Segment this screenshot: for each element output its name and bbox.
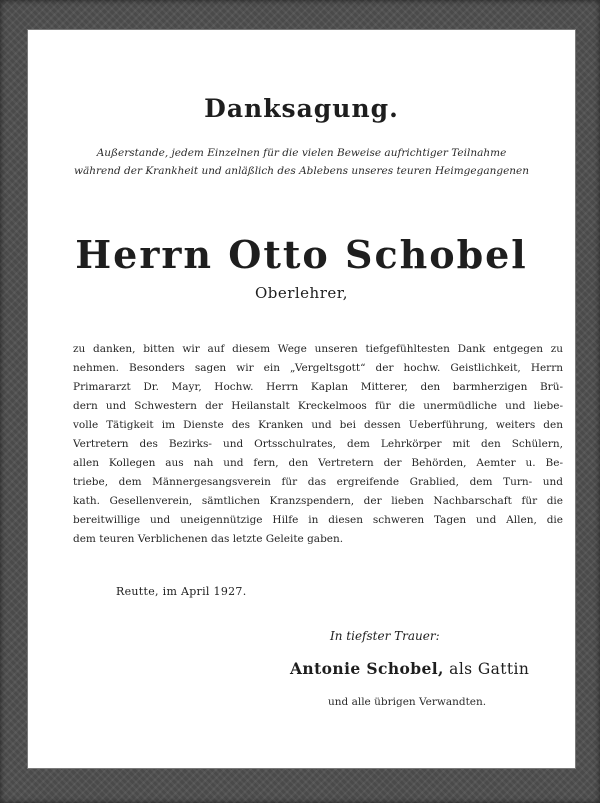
body-line: kath. Gesellenverein, sämtlichen Kranzspendern, der lieben Nachbarschaft für die: [73, 496, 563, 507]
body-line: dem teuren Verblichenen das letzte Geleite gaben.: [73, 534, 344, 545]
body-line: zu danken, bitten wir auf diesem Wege unseren tiefgefühltesten Dank entgegen zu: [73, 344, 563, 355]
body-line: dern und Schwestern der Heilanstalt Kreckelmoos für die unermüdliche und liebe-: [73, 401, 563, 412]
intro-line-1: Außerstande, jedem Einzelnen für die vielen Beweise aufrichtiger Teilnahme: [96, 147, 507, 159]
deceased-name: Herrn Otto Schobel: [75, 232, 528, 277]
body-line: Vertretern des Bezirks- und Ortsschulrates, dem Lehrkörper mit den Schülern,: [73, 439, 563, 450]
body-line: volle Tätigkeit im Dienste des Kranken und bei dessen Ueberführung, weiters den: [73, 420, 563, 431]
body-line: Primararzt Dr. Mayr, Hochw. Herrn Kaplan Mitterer, den barmherzigen Brü-: [73, 382, 563, 393]
body-line: triebe, dem Männergesangsverein für das ergreifende Grablied, dem Turn- und: [73, 477, 563, 488]
deceased-occupation: Oberlehrer,: [254, 284, 349, 302]
relatives-line: und alle übrigen Verwandten.: [328, 696, 487, 708]
body-line: bereitwillige und uneigennützige Hilfe in diesen schweren Tagen und Allen, die: [73, 515, 563, 526]
widow-signature: [290, 661, 529, 678]
mourning-line: In tiefster Trauer:: [330, 629, 440, 643]
date-line: Reutte, im April 1927.: [116, 585, 247, 598]
notice-paper: [28, 30, 575, 768]
body-line: allen Kollegen aus nah und fern, den Vertretern der Behörden, Aemter u. Be-: [73, 458, 563, 469]
widow-name: Antonie Schobel,: [290, 659, 444, 678]
intro-line-2: während der Krankheit und anläßlich des Ablebens unseres teuren Heimgegangenen: [73, 165, 530, 177]
body-line: nehmen. Besonders sagen wir ein „Vergeltsgott“ der hochw. Geistlichkeit, Herrn: [73, 363, 563, 374]
notice-title: Danksagung.: [204, 94, 399, 123]
widow-role: als Gattin: [449, 660, 530, 678]
